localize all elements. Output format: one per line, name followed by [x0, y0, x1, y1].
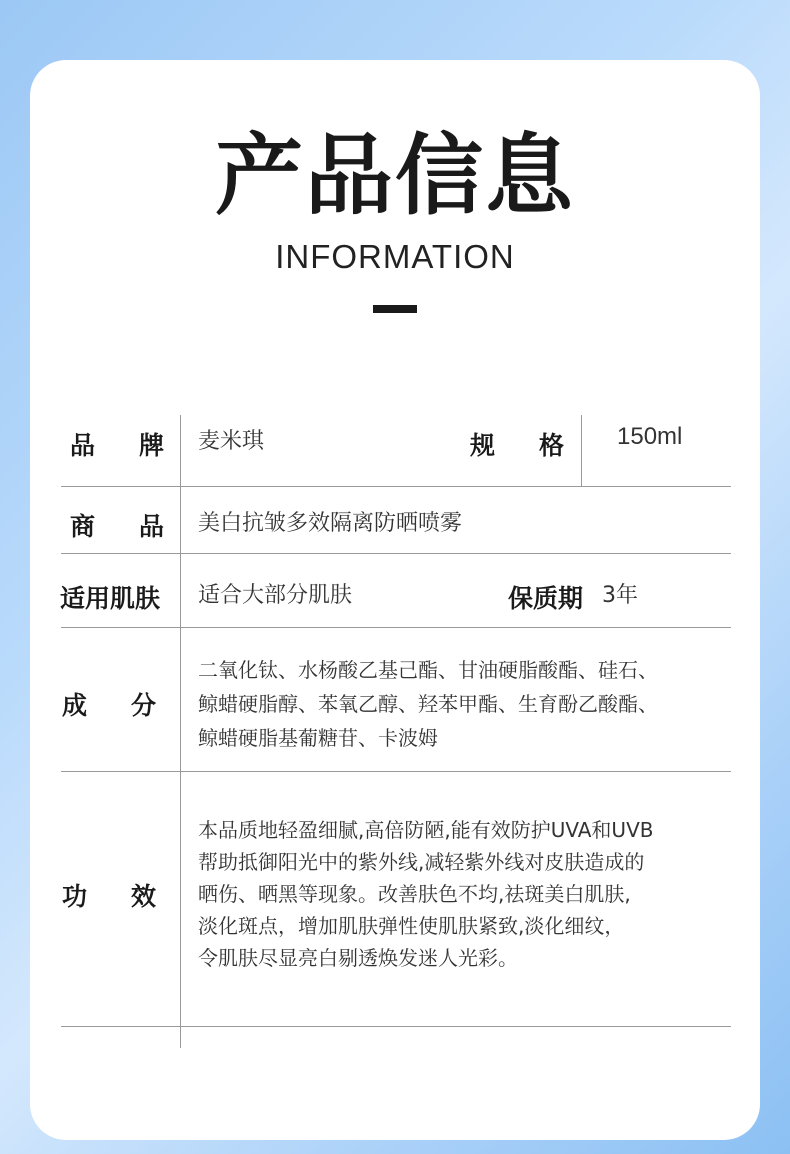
column-divider — [180, 415, 181, 1048]
row-divider — [61, 771, 731, 772]
shelf-life-label: 保质期 — [508, 584, 584, 613]
column-divider — [581, 415, 582, 486]
effects-line: 淡化斑点，增加肌肤弹性使肌肤紧致,淡化细纹， — [198, 914, 625, 938]
row-divider — [61, 486, 731, 487]
brand-value: 麦米琪 — [198, 429, 265, 454]
effects-line: 晒伤、晒黑等现象。改善肤色不均,祛斑美白肌肤, — [198, 882, 631, 906]
effects-text — [198, 814, 653, 974]
ingredients-line: 二氧化钛、水杨酸乙基己酯、甘油硬脂酸酯、硅石、 — [198, 658, 658, 682]
row-divider — [61, 553, 731, 554]
ingredients-label: 成 分 — [62, 691, 156, 720]
ingredients-line: 鲸蜡硬脂醇、苯氧乙醇、羟苯甲酯、生育酚乙酸酯、 — [198, 692, 658, 716]
title-divider — [373, 305, 417, 313]
shelf-life-value: 3年 — [602, 583, 638, 608]
spec-label: 规 格 — [470, 431, 564, 460]
page-title: 产品信息 — [214, 124, 575, 227]
skin-type-value: 适合大部分肌肤 — [198, 583, 353, 608]
effects-label: 功 效 — [62, 882, 156, 911]
row-divider — [61, 1026, 731, 1027]
ingredients-line: 鲸蜡硬脂基葡糖苷、卡波姆 — [198, 726, 438, 750]
product-value: 美白抗皱多效隔离防晒喷雾 — [198, 511, 463, 536]
page-subtitle: INFORMATION — [275, 238, 515, 275]
effects-line: 令肌肤尽显亮白剔透焕发迷人光彩。 — [198, 946, 518, 970]
spec-value: 150ml — [617, 423, 683, 450]
product-label: 商 品 — [70, 512, 164, 541]
brand-label: 品 牌 — [70, 431, 164, 460]
skin-type-label: 适用肌肤 — [60, 584, 161, 613]
effects-line: 本品质地轻盈细腻,高倍防陋,能有效防护UVA和UVB — [198, 818, 654, 842]
effects-line: 帮助抵御阳光中的紫外线,减轻紫外线对皮肤造成的 — [198, 850, 645, 874]
row-divider — [61, 627, 731, 628]
ingredients-text — [198, 653, 658, 755]
